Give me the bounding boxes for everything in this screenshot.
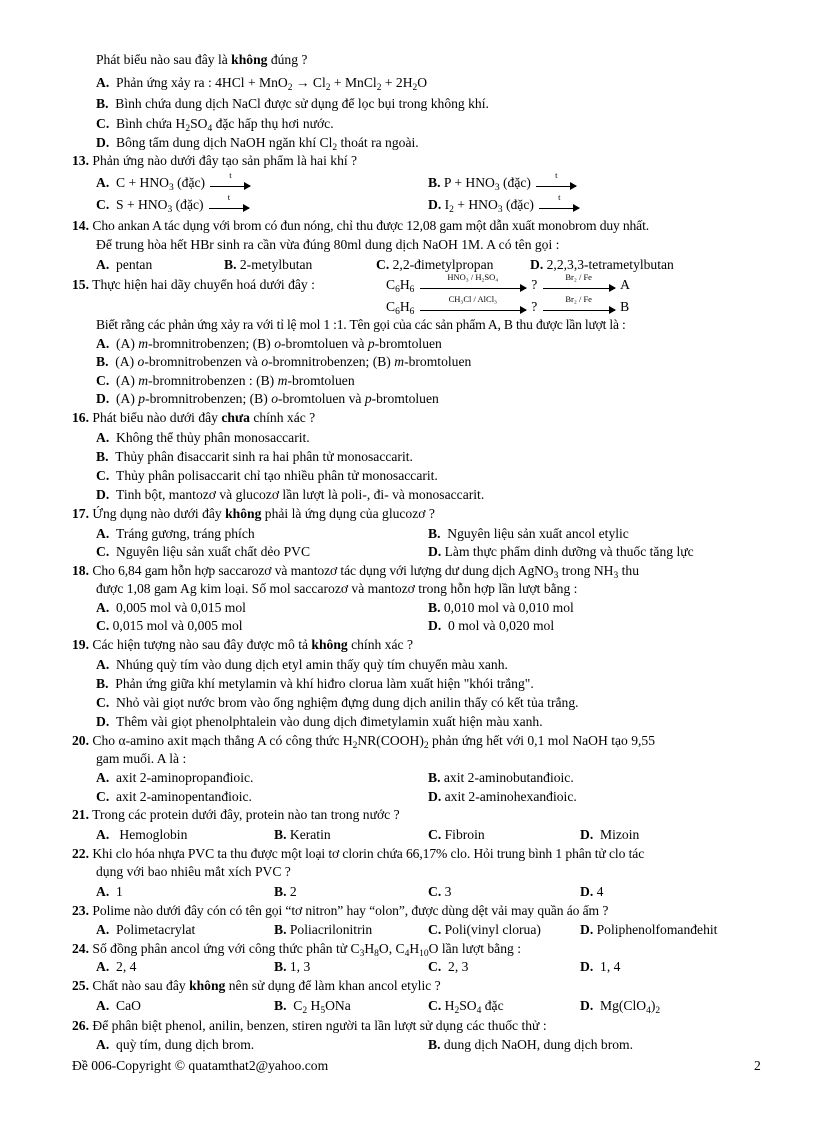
q13-option-a: A. $C + HNO_3$ (đặc) t [96, 174, 252, 191]
q21-option-b: B. Keratin [274, 827, 331, 842]
q14-option-b: B. 2-metylbutan [224, 257, 313, 272]
q17-stem: 17. Ứng dụng nào dưới đây không phải là ứng dụng của glucozơ ? [72, 506, 435, 521]
q14-option-c: C. 2,2-đimetylpropan [376, 257, 494, 272]
q23-stem: 23. Polime nào dưới đây cón có tên gọi “tơ nitron” hay “olon”, được dùng dệt vải may quần áo ấm ? [72, 903, 609, 918]
q24-stem: 24. Số đồng phân ancol ứng với công thức phân tử $C_3H_8O$, $C_4H_{10}O$ lần lượt bằng : [72, 941, 521, 959]
q16-option-c: C. Thủy phân polisaccarit chỉ tạo nhiều phân tử monosaccarit. [96, 468, 438, 483]
q21-option-a: A. Hemoglobin [96, 827, 188, 842]
reaction-arrow: CH₃Cl / AlCl₃ [420, 304, 526, 311]
q18-stem-line1: 18. Cho 6,84 gam hỗn hợp saccarozơ và mantozơ tác dụng với lượng dư dung dịch AgNO$_3$ trong $NH_3$ thu [72, 563, 640, 581]
q16-option-a: A. Không thể thủy phân monosaccarit. [96, 430, 310, 445]
q16-stem: 16. Phát biểu nào dưới đây chưa chính xác ? [72, 410, 316, 425]
q25-option-b: B. $C_2$ $H_5ONa$ [274, 998, 351, 1016]
q15-scheme-2: $C_6H_6$ CH₃Cl / AlCl₃ ? Br₂ / Fe B [386, 294, 630, 317]
q20-option-a: A. axit 2-aminopropanđioic. [96, 770, 254, 785]
q26-option-b: B. dung dịch NaOH, dung dịch brom. [428, 1037, 634, 1052]
q25-option-c: C. $H_2SO_4$ đặc [428, 998, 504, 1016]
q21-option-c: C. Fibroin [428, 827, 485, 842]
q26-stem: 26. Để phân biệt phenol, anilin, benzen, stiren người ta lần lượt sử dụng các thuốc thử : [72, 1018, 547, 1033]
q12-option-c: C. Bình chứa $H_2SO_4$ đặc hấp thụ hơi nước. [96, 116, 334, 134]
reaction-arrow: HNO₃ / H₂SO₄ [420, 282, 526, 289]
q17-option-d: D. Làm thực phẩm dinh dưỡng và thuốc tăng lực [428, 544, 694, 559]
heat-arrow: t [209, 202, 249, 209]
q19-stem: 19. Các hiện tượng nào sau đây được mô tả không chính xác ? [72, 637, 413, 652]
q20-option-c: C. axit 2-aminopentanđioic. [96, 789, 252, 804]
q15-stem-line3: Biết rằng các phản ứng xảy ra với tỉ lệ mol 1 :1. Tên gọi của các sản phẩm A, B thu được lần lượt là : [96, 317, 626, 332]
q17-option-c: C. Nguyên liệu sản xuất chất dẻo PVC [96, 544, 311, 559]
q24-option-d: D. 1, 4 [580, 959, 621, 974]
q15-option-b: B. (A) o-bromnitrobenzen và o-bromnitrobenzen; (B) m-bromtoluen [96, 354, 472, 369]
q12-option-a: A. Phản ứng xảy ra : $4HCl + MnO_2 \to Cl_2$ + MnCl$_2$ + $2H_2O$ [96, 75, 428, 93]
q15-option-a: A. (A) m-bromnitrobenzen; (B) o-bromtoluen và p-bromtoluen [96, 336, 442, 351]
q19-option-b: B. Phản ứng giữa khí metylamin và khí hiđro clorua làm xuất hiện "khói trắng". [96, 676, 534, 691]
q25-option-d: D. $Mg(ClO_4)_2$ [580, 998, 661, 1016]
q19-option-c: C. Nhỏ vài giọt nước brom vào ống nghiệm đựng dung dịch anilin thấy có kết tủa trắng. [96, 695, 579, 710]
q18-option-b: B. 0,010 mol và 0,010 mol [428, 600, 574, 615]
q15-option-c: C. (A) m-bromnitrobenzen : (B) m-bromtoluen [96, 373, 355, 388]
q22-stem-line2: dụng với bao nhiêu mắt xích PVC ? [96, 864, 291, 879]
q14-option-d: D. 2,2,3,3-tetrametylbutan [530, 257, 674, 272]
q24-option-c: C. 2, 3 [428, 959, 469, 974]
q14-option-a: A. pentan [96, 257, 153, 272]
footer-copyright: Đề 006-Copyright © quatamthat2@yahoo.com [72, 1058, 329, 1073]
q22-stem-line1: 22. Khi clo hóa nhựa PVC ta thu được một loại tơ clorin chứa 66,17% clo. Hỏi trung bình 1 phân tử clo tác [72, 846, 645, 861]
q13-option-b: B. $P + HNO_3$ (đặc) t [428, 174, 578, 191]
q23-option-b: B. Poliacrilonitrin [274, 922, 373, 937]
q22-option-a: A. 1 [96, 884, 123, 899]
q19-option-d: D. Thêm vài giọt phenolphtalein vào dung dịch đimetylamin xuất hiện màu xanh. [96, 714, 543, 729]
q25-option-a: A. CaO [96, 998, 141, 1013]
q24-option-b: B. 1, 3 [274, 959, 311, 974]
q21-option-d: D. Mizoin [580, 827, 640, 842]
q18-option-a: A. 0,005 mol và 0,015 mol [96, 600, 246, 615]
heat-arrow: t [536, 180, 576, 187]
q18-option-d: D. 0 mol và 0,020 mol [428, 618, 555, 633]
q20-stem-line2: gam muối. A là : [96, 751, 187, 766]
q20-option-b: B. axit 2-aminobutanđioic. [428, 770, 574, 785]
q13-stem: 13. Phản ứng nào dưới đây tạo sản phẩm là hai khí ? [72, 153, 358, 168]
q15-option-d: D. (A) p-bromnitrobenzen; (B) o-bromtoluen và p-bromtoluen [96, 391, 439, 406]
q20-option-d: D. axit 2-aminohexanđioic. [428, 789, 577, 804]
q18-stem-line2: được 1,08 gam Ag kim loại. Số mol saccarozơ và mantozơ trong hỗn hợp lần lượt bằng : [96, 581, 578, 596]
q22-option-d: D. 4 [580, 884, 604, 899]
q17-option-b: B. Nguyên liệu sản xuất ancol etylic [428, 526, 629, 541]
q24-option-a: A. 2, 4 [96, 959, 137, 974]
reaction-arrow: Br₂ / Fe [543, 282, 615, 289]
q22-option-b: B. 2 [274, 884, 297, 899]
page-number: 2 [754, 1058, 761, 1073]
q12-option-b: B. Bình chứa dung dịch NaCl được sử dụng để lọc bụi trong không khí. [96, 96, 489, 111]
q12-stem: Phát biểu nào sau đây là không đúng ? [96, 52, 308, 67]
q15-scheme-1: $C_6H_6$ HNO₃ / H₂SO₄ ? Br₂ / Fe A [386, 272, 630, 295]
q14-stem-line2: Để trung hòa hết HBr sinh ra cần vừa đúng 80ml dung dịch NaOH 1M. A có tên gọi : [96, 237, 560, 252]
q13-option-c: C. $S + HNO_3$ (đặc) t [96, 196, 251, 213]
q22-option-c: C. 3 [428, 884, 452, 899]
q23-option-d: D. Poliphenolfomanđehit [580, 922, 718, 937]
q26-option-a: A. quỳ tím, dung dịch brom. [96, 1037, 255, 1052]
heat-arrow: t [539, 202, 579, 209]
reaction-arrow: Br₂ / Fe [543, 304, 615, 311]
q13-option-d: D. $I_2 + HNO_3$ (đặc) t [428, 196, 581, 213]
q23-option-a: A. Polimetacrylat [96, 922, 196, 937]
q25-stem: 25. Chất nào sau đây không nên sử dụng để làm khan ancol etylic ? [72, 978, 441, 993]
q19-option-a: A. Nhúng quỳ tím vào dung dịch etyl amin thấy quỳ tím chuyển màu xanh. [96, 657, 508, 672]
q16-option-d: D. Tinh bột, mantozơ và glucozơ lần lượt là poli-, đi- và monosaccarit. [96, 487, 485, 502]
q21-stem: 21. Trong các protein dưới đây, protein nào tan trong nước ? [72, 807, 400, 822]
q17-option-a: A. Tráng gương, tráng phích [96, 526, 255, 541]
q16-option-b: B. Thủy phân đisaccarit sinh ra hai phân tử monosaccarit. [96, 449, 413, 464]
heat-arrow: t [210, 180, 250, 187]
q23-option-c: C. Poli(vinyl clorua) [428, 922, 541, 937]
q15-stem: 15. Thực hiện hai dãy chuyển hoá dưới đây : [72, 277, 315, 292]
q18-option-c: C. 0,015 mol và 0,005 mol [96, 618, 243, 633]
q20-stem-line1: 20. Cho α-amino axit mạch thẳng A có công thức $H_2NR(COOH)_2$ phản ứng hết với 0,1 mol NaOH tạo 9,55 [72, 733, 656, 751]
q12-option-d: D. Bông tẩm dung dịch NaOH ngăn khí $Cl_2$ thoát ra ngoài. [96, 135, 419, 153]
q14-stem-line1: 14. Cho ankan A tác dụng với brom có đun nóng, chỉ thu được 12,08 gam một dẫn xuất monobrom duy nhất. [72, 218, 649, 233]
